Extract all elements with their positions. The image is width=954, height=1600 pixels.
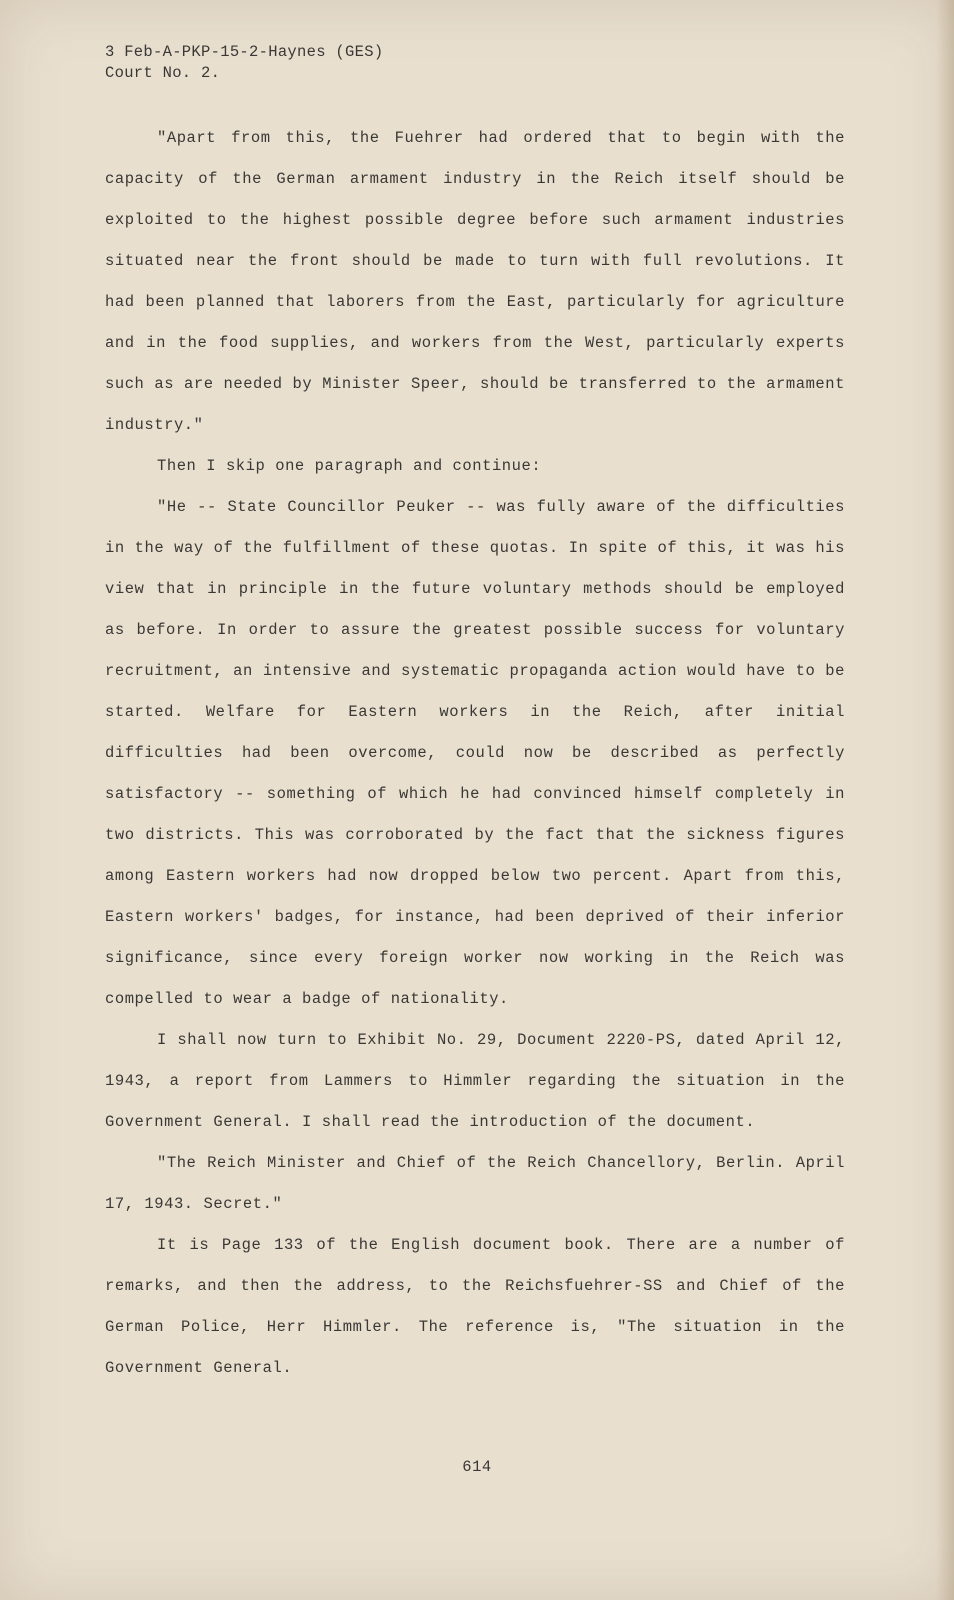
paragraph: I shall now turn to Exhibit No. 29, Document 2220-PS, dated April 12, 1943, a report from Lammers to Himmler regarding the situation in the Government General. I shall read the introduction of the document. [105,1031,845,1131]
header-reference: 3 Feb-A-PKP-15-2-Haynes (GES) [105,43,384,61]
paragraph: "He -- State Councillor Peuker -- was fully aware of the difficulties in the way of the fulfillment of these quotas. In spite of this, it was his view that in principle in the future voluntary methods should be employed as before. In order to assure the greatest possible success for voluntary recruitment, an intensive and systematic propaganda action would have to be started. Welfare for Eastern workers in the Reich, after initial difficulties had been overcome, could now be described as perfectly satisfactory -- something of which he had convinced himself completely in two districts. This was corroborated by the fact that the sickness figures among Eastern workers had now dropped below two percent. Apart from this, Eastern workers' badges, for instance, had been deprived of their inferior significance, since every foreign worker now working in the Reich was compelled to wear a badge of nationality. [105,498,845,1008]
header-court: Court No. 2. [105,64,221,82]
page-number: 614 [462,1458,492,1476]
page-edge-shadow [936,0,954,1600]
paragraph: It is Page 133 of the English document book. There are a number of remarks, and then the address, to the Reichsfuehrer-SS and Chief of the German Police, Herr Himmler. The reference is, "The situation in the Government General. [105,1236,845,1377]
paragraph: "Apart from this, the Fuehrer had ordered that to begin with the capacity of the German armament industry in the Reich itself should be exploited to the highest possible degree before such armament industries situated near the front should be made to turn with full revolutions. It had been planned that laborers from the East, particularly for agriculture and in the food supplies, and workers from the West, particularly experts such as are needed by Minister Speer, should be transferred to the armament industry." [105,129,845,434]
paragraph: Then I skip one paragraph and continue: [157,457,542,475]
transcript-body [105,118,845,1389]
paragraph: "The Reich Minister and Chief of the Reich Chancellory, Berlin. April 17, 1943. Secret." [105,1154,845,1213]
document-header [105,42,383,84]
